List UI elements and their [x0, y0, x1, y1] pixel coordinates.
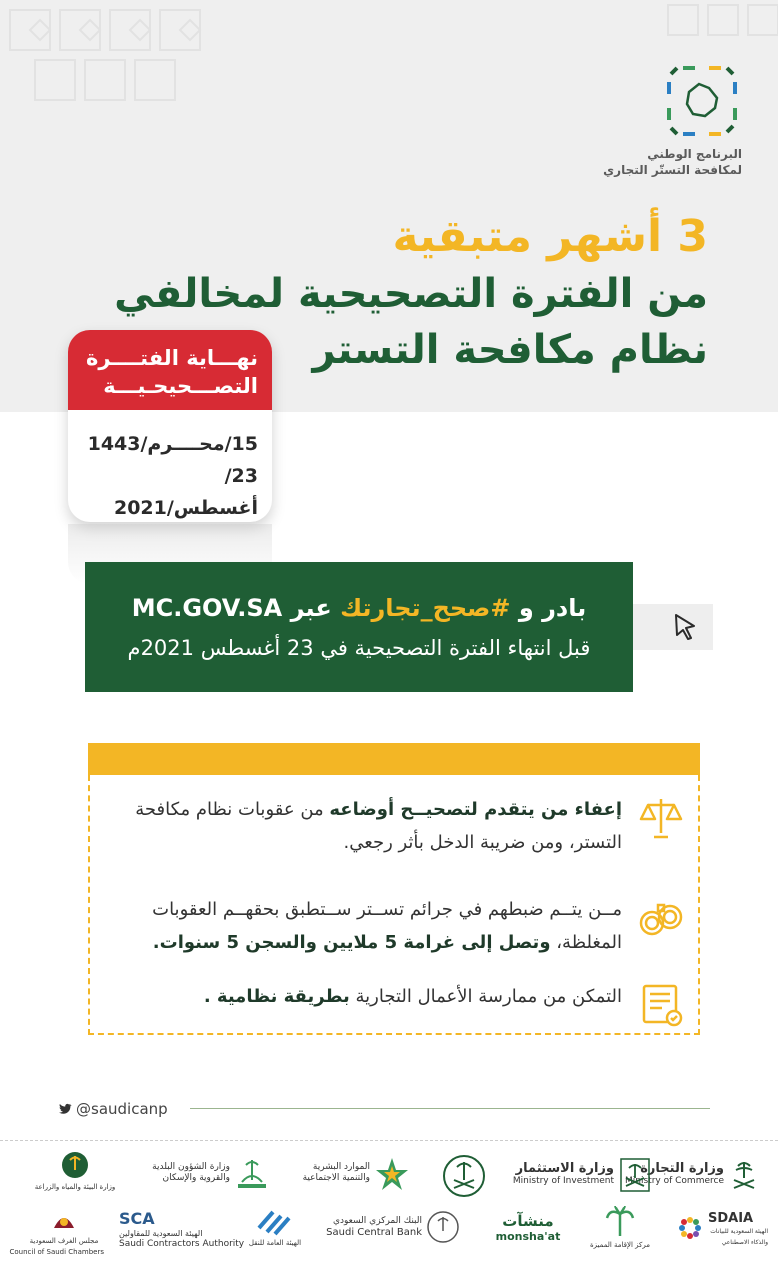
- emblem-icon: [50, 1208, 78, 1234]
- logo-en: monsha'at: [495, 1230, 561, 1243]
- logo-ministry-of-investment: [512, 1150, 650, 1210]
- logo-sdaia: [676, 1206, 768, 1266]
- logo-municipal-affairs: [135, 1150, 270, 1210]
- cta-hashtag[interactable]: #صحح_تجارتك: [340, 594, 511, 622]
- logo-text: [290, 1162, 370, 1184]
- logo-mark-text: SCA: [119, 1209, 155, 1228]
- hijri-date: 15/محــــرم/1443: [87, 433, 258, 455]
- cursor-icon: [672, 612, 698, 642]
- logo-text: [488, 1212, 568, 1244]
- decorative-pattern-icon: [0, 0, 230, 110]
- logo-environment-water-agriculture: [30, 1150, 120, 1210]
- dots-icon: [676, 1214, 704, 1242]
- benefit-bold: وتصل إلى غرامة 5 ملايين والسجن 5 سنوات.: [152, 932, 551, 953]
- logo-ar: الموارد البشرية والتنمية الاجتماعية: [302, 1162, 370, 1183]
- emblem-icon: [426, 1210, 460, 1244]
- decorative-pattern-icon: [658, 0, 778, 40]
- benefit-plain: التمكن من ممارسة الأعمال التجارية: [349, 986, 622, 1007]
- footer-divider: [0, 1140, 778, 1141]
- calendar-header: [68, 330, 272, 410]
- handcuffs-icon: [636, 893, 686, 943]
- scales-icon: [636, 793, 686, 843]
- stripes-icon: [257, 1208, 291, 1236]
- logo-en: Ministry of Commerce: [625, 1176, 724, 1186]
- twitter-icon: [58, 1103, 72, 1115]
- calendar-title-line1: نهـــاية الفتــــرة: [85, 346, 258, 370]
- logo-en: Ministry of Investment: [512, 1176, 614, 1186]
- program-logo-icon: [663, 62, 741, 140]
- headline-line1: 3 أشهر متبقية: [392, 211, 708, 262]
- logo-council-of-saudi-chambers: [9, 1206, 104, 1266]
- logo-ar: الهيئة السعودية للمقاولين: [119, 1229, 203, 1238]
- logo-text: [30, 1182, 120, 1193]
- partner-logos-row2: [0, 1206, 778, 1266]
- logo-ar: البنك المركزي السعودي: [332, 1216, 422, 1226]
- certificate-icon: [636, 980, 686, 1030]
- logo-text: [585, 1240, 655, 1251]
- logo-text: [326, 1216, 422, 1238]
- logo-premium-residency: [585, 1206, 655, 1266]
- logo-ar: مركز الإقامة المميزة: [590, 1241, 650, 1249]
- star-icon: [374, 1156, 410, 1192]
- emblem-icon: [442, 1152, 486, 1200]
- logo-ar: مجلس الغرف السعودية: [29, 1237, 99, 1245]
- emblem-icon: [60, 1150, 90, 1180]
- logo-ministry-of-interior: [440, 1150, 490, 1210]
- social-handle-text: @saudicanp: [76, 1100, 168, 1118]
- cta-middle: عبر: [282, 594, 341, 622]
- calendar-body: [68, 410, 272, 522]
- benefit-bold: إعفاء من يتقدم لتصحيــح أوضاعه: [329, 799, 622, 820]
- program-name-line2: لمكافحة التستّر التجاري: [603, 163, 742, 177]
- partner-logos-row1: [0, 1150, 778, 1210]
- headline-line3: نظام مكافحة التستر: [312, 327, 708, 373]
- logo-monshaat: [488, 1206, 568, 1266]
- benefit-text: [122, 793, 622, 859]
- benefit-item-penalties: [108, 893, 698, 973]
- cta-line2: قبل انتهاء الفترة التصحيحية في 23 أغسطس 2021م: [127, 636, 591, 660]
- benefits-header-bar: [88, 743, 700, 775]
- deadline-calendar: [68, 330, 272, 522]
- logo-text: [708, 1212, 768, 1248]
- logo-saudi-central-bank: [326, 1206, 460, 1266]
- cta-website-link[interactable]: MC.GOV.SA: [131, 594, 283, 622]
- cta-line1: [85, 590, 633, 626]
- headline-line2: من الفترة التصحيحية لمخالفي: [114, 271, 708, 317]
- logo-ar: الهيئة السعودية للبيانات والذكاء الاصطناعي: [710, 1228, 768, 1246]
- logo-text: [135, 1162, 230, 1184]
- logo-text: [245, 1238, 305, 1249]
- benefit-bold: بطريقة نظامية .: [203, 986, 350, 1007]
- logo-ar: منشآت: [502, 1212, 554, 1230]
- cta-box: [85, 562, 633, 692]
- logo-en: Saudi Contractors Authority: [119, 1239, 245, 1249]
- cta-prefix: بادر و: [510, 594, 587, 622]
- social-divider: [190, 1108, 710, 1109]
- program-name: [542, 146, 742, 178]
- logo-en: Saudi Central Bank: [326, 1227, 422, 1238]
- logo-ar: وزارة الاستثمار: [515, 1161, 614, 1176]
- logo-en: Council of Saudi Chambers: [9, 1248, 104, 1256]
- logo-ar: وزارة الشؤون البلدية والقروية والإسكان: [152, 1162, 230, 1183]
- logo-transport-authority: [245, 1206, 305, 1266]
- logo-en: SDAIA: [708, 1211, 754, 1226]
- logo-human-resources: [290, 1150, 410, 1210]
- emblem-icon: [234, 1156, 270, 1192]
- palm-swords-icon: [620, 1158, 650, 1192]
- logo-text: [9, 1236, 104, 1258]
- logo-ar: الهيئة العامة للنقل: [248, 1239, 302, 1247]
- benefit-item-legal-practice: [108, 980, 698, 1060]
- palm-swords-icon: [728, 1158, 760, 1192]
- palm-icon: [605, 1206, 635, 1238]
- logo-text: [119, 1210, 244, 1250]
- benefit-plain: مــن يتــم ضبطهم في جرائم تســتر ســتطبق بحقهــم العقوبات المغلظة،: [152, 899, 622, 953]
- calendar-title-line2: التصـــحيحـيـــة: [103, 374, 258, 398]
- logo-text: [513, 1162, 614, 1187]
- program-name-line1: البرنامج الوطني: [647, 147, 742, 161]
- benefit-text: [122, 980, 622, 1013]
- logo-ministry-of-commerce: [625, 1150, 760, 1210]
- logo-ar: وزارة التجارة: [640, 1161, 724, 1176]
- logo-saudi-contractors-authority: [115, 1206, 245, 1266]
- gregorian-date: 23/أغسطس/2021: [113, 465, 258, 519]
- benefits-box: [88, 775, 700, 1035]
- logo-ar: وزارة البيئة والمياه والزراعة: [34, 1183, 116, 1191]
- benefit-item-exemption: [108, 793, 698, 873]
- social-handle[interactable]: [58, 1098, 168, 1120]
- benefit-text: [122, 893, 622, 959]
- benefit-rest: من عقوبات نظام مكافحة التستر، ومن ضريبة الدخل بأثر رجعي.: [135, 799, 622, 853]
